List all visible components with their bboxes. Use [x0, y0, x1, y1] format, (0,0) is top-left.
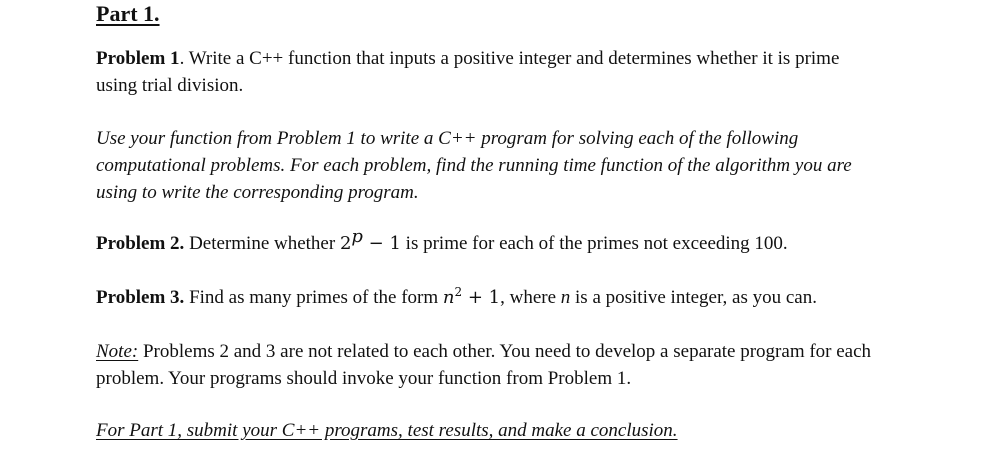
- problem-1-line-1: [96, 45, 956, 72]
- instructions-paragraph: [96, 125, 956, 206]
- problem-3-variable-n: n: [560, 287, 571, 308]
- problem-2-text-after: is prime for each of the primes not exceeding 100.: [400, 233, 788, 254]
- problem-3-text-comma: , where: [500, 287, 561, 308]
- note-paragraph: [96, 338, 956, 392]
- formula-variable: n: [442, 287, 455, 308]
- problem-2-label: Problem 2.: [96, 233, 185, 254]
- problem-1-label: Problem 1: [96, 48, 180, 69]
- problem-3-label: Problem 3.: [96, 287, 185, 308]
- formula-minus-one: − 1: [362, 233, 401, 254]
- instructions-line-1: Use your function from Problem 1 to write a C++ program for solving each of the following: [96, 128, 799, 149]
- formula-plus-one: + 1: [462, 287, 501, 308]
- note-label: Note:: [96, 341, 139, 362]
- problem-1-line-2: using trial division.: [96, 75, 244, 96]
- instructions-line-2: computational problems. For each problem, find the running time function of the algorithm you are: [96, 155, 852, 176]
- problem-3-text-before: Find as many primes of the form: [184, 287, 443, 308]
- formula-base: 2: [339, 233, 352, 254]
- note-line-2: problem. Your programs should invoke your function from Problem 1.: [96, 368, 632, 389]
- problem-2-formula: [339, 226, 401, 254]
- submission-instructions: For Part 1, submit your C++ programs, test results, and make a conclusion.: [96, 420, 678, 441]
- formula-exponent: p: [351, 226, 363, 247]
- problem-1-paragraph: [96, 45, 956, 99]
- formula-exponent: 2: [454, 285, 463, 299]
- problem-3-paragraph: [96, 284, 956, 311]
- note-text: Problems 2 and 3 are not related to each other. You need to develop a separate program for each: [138, 341, 872, 362]
- note-line-1: [96, 338, 956, 365]
- problem-2-text-before: Determine whether: [184, 233, 340, 254]
- problem-3-text-after: is a positive integer, as you can.: [570, 287, 817, 308]
- part-heading: Part 1.: [96, 1, 160, 26]
- problem-1-text: . Write a C++ function that inputs a positive integer and determines whether it is prime: [179, 48, 840, 69]
- problem-2-paragraph: [96, 226, 956, 257]
- problem-3-formula: [443, 287, 500, 308]
- instructions-line-3: using to write the corresponding program.: [96, 182, 419, 203]
